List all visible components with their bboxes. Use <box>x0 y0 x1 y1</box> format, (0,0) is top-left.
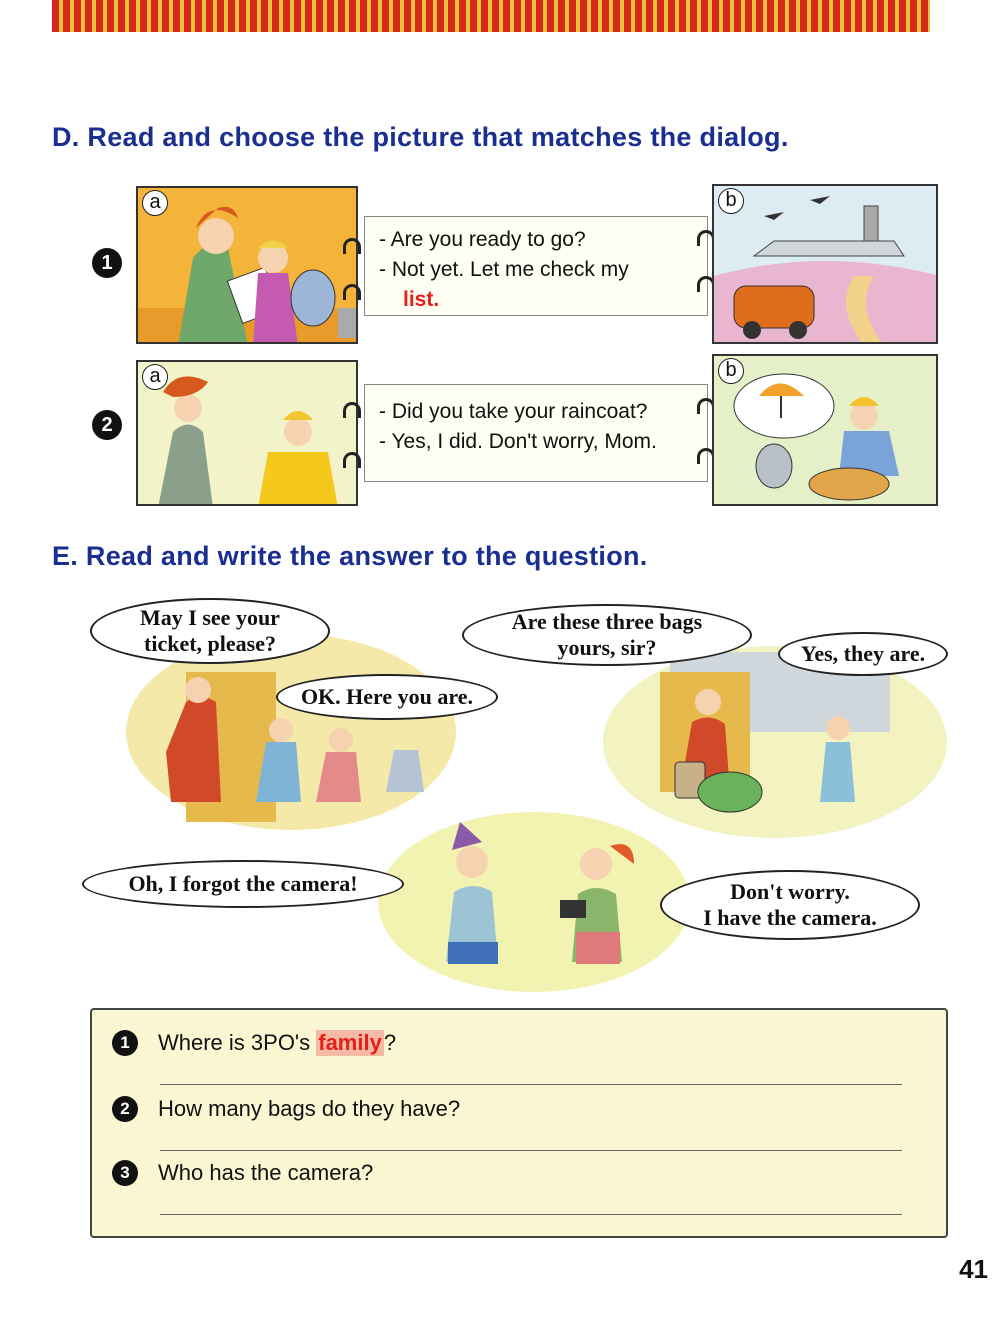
question-3-number: 3 <box>112 1160 138 1186</box>
answer-line-1[interactable] <box>160 1084 902 1085</box>
top-decorative-stripe <box>52 0 930 32</box>
dialog-1-line-3-highlight: list. <box>403 288 440 311</box>
question-1-text-after: ? <box>383 1030 397 1055</box>
dialog-2-line-1: - Did you take your raincoat? <box>379 400 648 423</box>
picture-1a-letter: a <box>142 190 168 216</box>
question-2-number: 2 <box>112 1096 138 1122</box>
question-scroll <box>90 1008 948 1238</box>
item-2-number: 2 <box>92 410 122 440</box>
answer-line-3[interactable] <box>160 1214 902 1215</box>
picture-2b[interactable] <box>712 354 938 506</box>
speech-bubble-forgot-camera: Oh, I forgot the camera! <box>82 860 404 908</box>
speech-bubble-three-bags <box>462 604 752 666</box>
speech-bubble-yes-they-are: Yes, they are. <box>778 632 948 676</box>
picture-2a[interactable] <box>136 360 358 506</box>
binder-ring-icon <box>343 402 361 418</box>
bubble-ticket-line-1: May I see your <box>140 605 280 630</box>
bubble-bags-line-2: yours, sir? <box>557 635 657 660</box>
picture-1b-illustration <box>714 186 938 344</box>
camera-scene <box>364 802 690 992</box>
speech-bubble-dont-worry <box>660 870 920 940</box>
speech-bubble-here-you-are: OK. Here you are. <box>276 674 498 720</box>
binder-ring-icon <box>343 452 361 468</box>
item-1-number: 1 <box>92 248 122 278</box>
dialog-1-line-1: - Are you ready to go? <box>379 228 586 251</box>
binder-ring-icon <box>343 238 361 254</box>
picture-1a[interactable] <box>136 186 358 344</box>
question-3-text: Who has the camera? <box>158 1160 374 1185</box>
picture-2b-illustration <box>714 356 938 506</box>
question-1-text-before: Where is 3PO's <box>158 1030 317 1055</box>
picture-1b-letter: b <box>718 188 744 214</box>
dialog-2-line-2: - Yes, I did. Don't worry, Mom. <box>379 430 657 453</box>
picture-1b[interactable] <box>712 184 938 344</box>
question-3 <box>112 1160 373 1186</box>
question-2-text: How many bags do they have? <box>158 1096 461 1121</box>
question-1 <box>112 1030 396 1056</box>
dialog-card-2 <box>364 384 708 482</box>
bubble-ticket-line-2: ticket, please? <box>144 631 276 656</box>
question-1-number: 1 <box>112 1030 138 1056</box>
page-number: 41 <box>959 1254 988 1284</box>
section-d-title: D. Read and choose the picture that matches the dialog. <box>52 122 789 152</box>
bubble-worry-line-1: Don't worry. <box>730 879 850 904</box>
question-1-highlight: family <box>318 1030 382 1055</box>
dialog-card-1 <box>364 216 708 316</box>
section-e-title: E. Read and write the answer to the question. <box>52 541 648 571</box>
picture-2a-letter: a <box>142 364 168 390</box>
bubble-worry-line-2: I have the camera. <box>703 905 877 930</box>
speech-bubble-ticket <box>90 598 330 664</box>
picture-2a-illustration <box>138 362 358 506</box>
picture-2b-letter: b <box>718 358 744 384</box>
question-2 <box>112 1096 460 1122</box>
binder-ring-icon <box>343 284 361 300</box>
answer-line-2[interactable] <box>160 1150 902 1151</box>
dialog-1-line-2: - Not yet. Let me check my <box>379 258 629 281</box>
picture-1a-illustration <box>138 188 358 344</box>
bubble-bags-line-1: Are these three bags <box>511 609 703 634</box>
